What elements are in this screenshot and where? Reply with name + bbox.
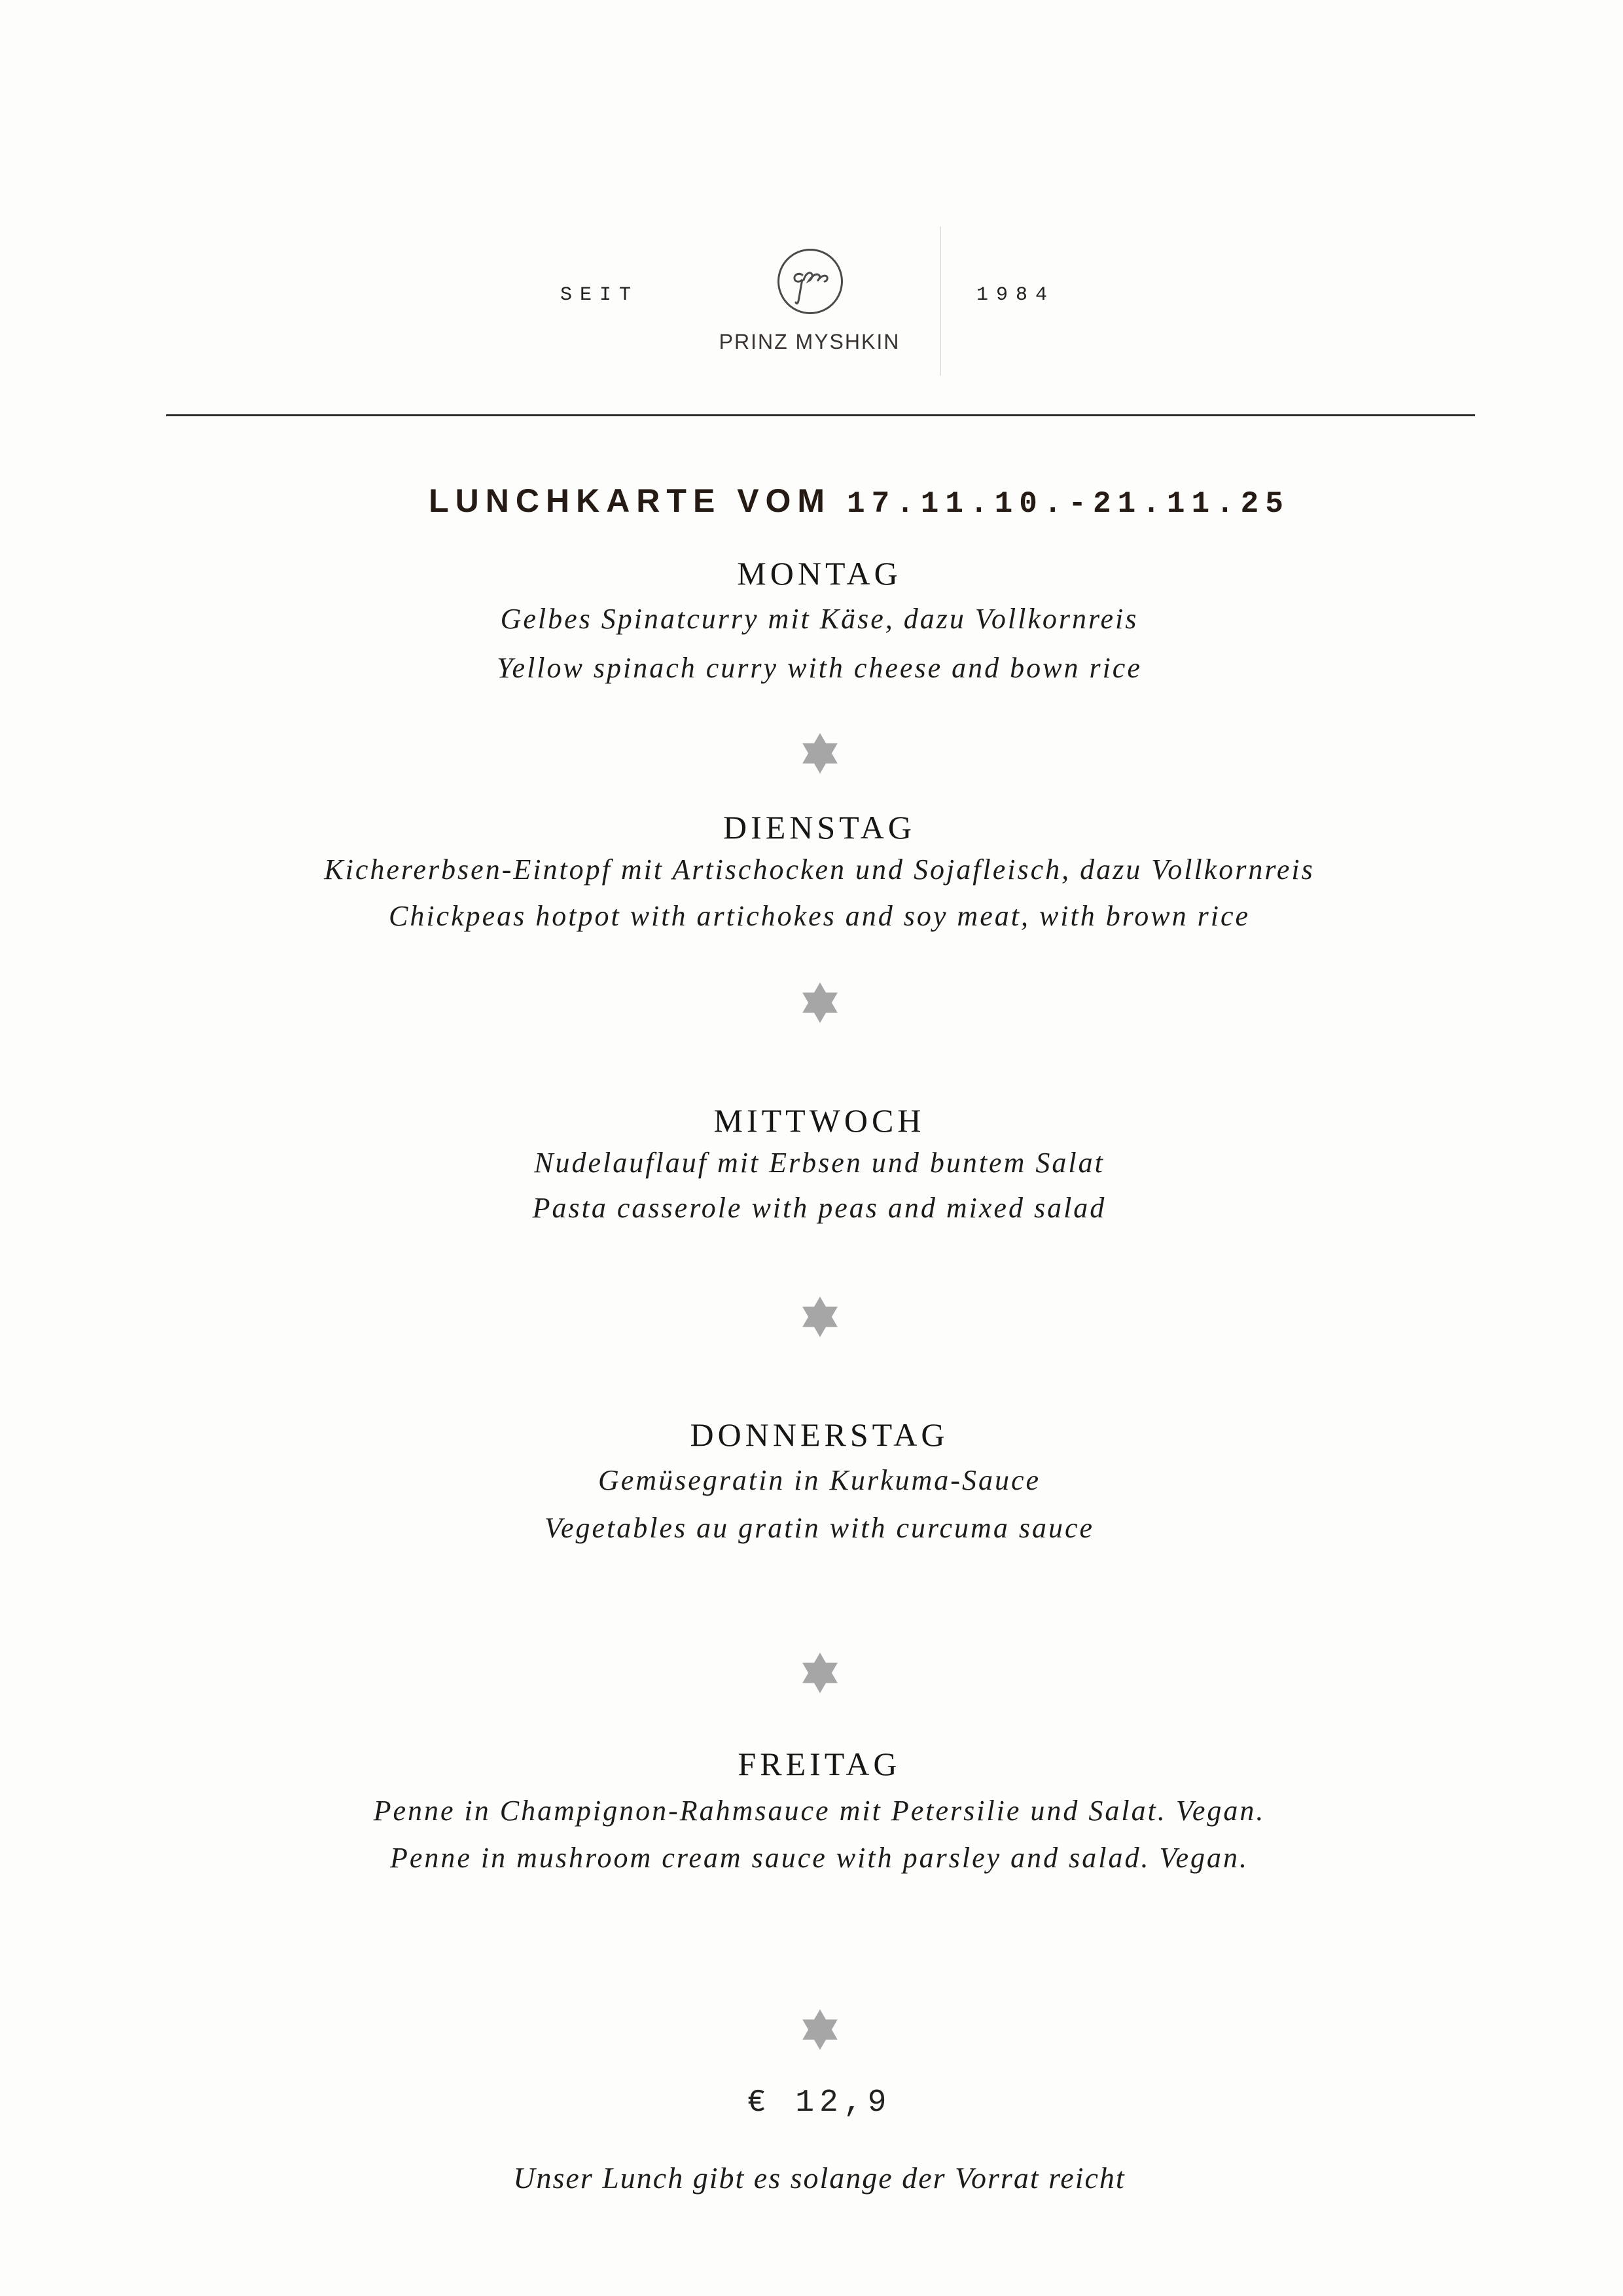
dish-german: Gemüsegratin in Kurkuma-Sauce [597,1464,1041,1496]
day-heading: DONNERSTAG [690,1416,949,1453]
dish-german: Nudelauflauf mit Erbsen und buntem Salat [534,1147,1105,1179]
dish-german: Penne in Champignon-Rahmsauce mit Petersilie und Salat. Vegan. [373,1795,1266,1827]
seit-label: SEIT [560,284,639,306]
page-title-dates: 17.11.10.-21.11.25 [846,487,1290,521]
dish-german: Kichererbsen-Eintopf mit Artischocken und Sojafleisch, dazu Vollkornreis [324,853,1315,886]
price-line: € 12,9 [747,2085,892,2121]
dish-english: Yellow spinach curry with cheese and bown rice [497,652,1142,684]
dish-english: Vegetables au gratin with curcuma sauce [544,1512,1095,1544]
six-pointed-star-icon [802,2009,838,2050]
year-label: 1984 [976,284,1056,306]
day-heading: MONTAG [737,555,902,592]
day-heading: FREITAG [738,1746,901,1782]
day-heading: DIENSTAG [723,809,916,846]
footer-note: Unser Lunch gibt es solange der Vorrat reicht [513,2161,1126,2195]
dish-english: Chickpeas hotpot with artichokes and soy meat, with brown rice [388,900,1251,932]
dish-english: Penne in mushroom cream sauce with parsley and salad. Vegan. [389,1842,1249,1874]
dish-english: Pasta casserole with peas and mixed salad [532,1192,1107,1224]
page-title-text: LUNCHKARTE VOM [429,482,847,519]
day-heading: MITTWOCH [713,1102,925,1139]
dish-german: Gelbes Spinatcurry mit Käse, dazu Vollkornreis [500,603,1139,635]
brand-name: PRINZ MYSHKIN [719,330,901,353]
